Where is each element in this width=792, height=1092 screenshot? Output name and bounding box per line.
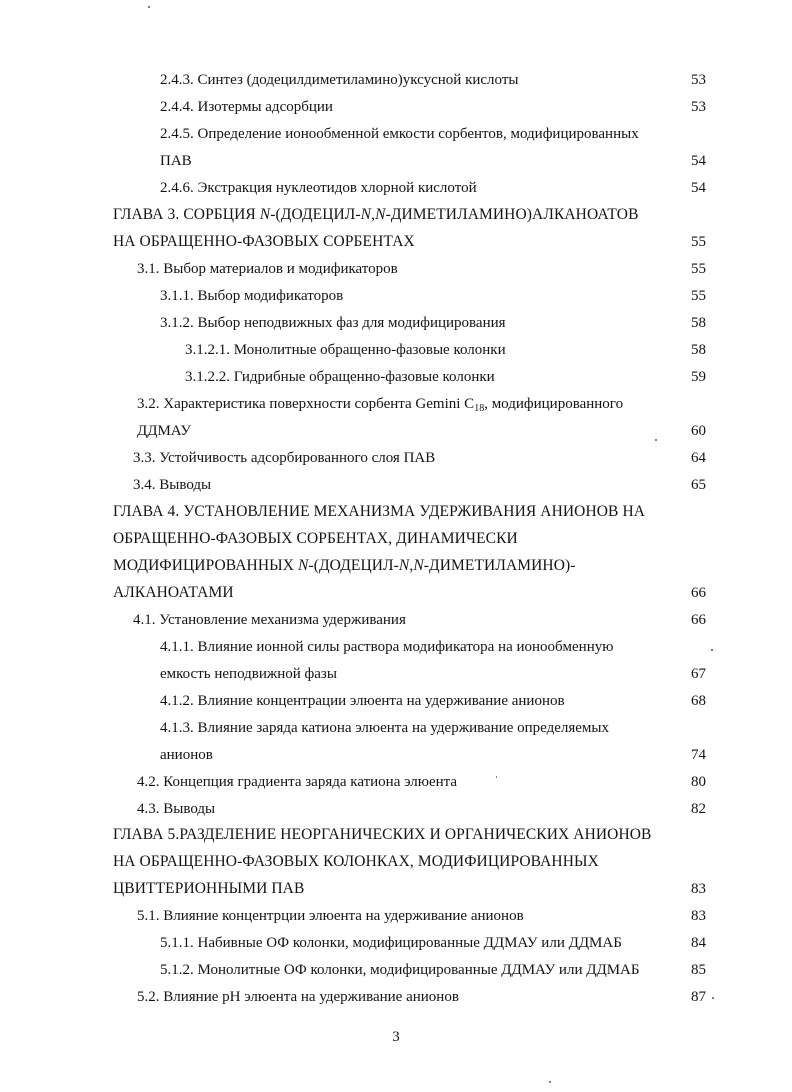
toc-entry-page: 58 (691, 342, 706, 358)
toc-entry-page: 83 (691, 908, 706, 924)
toc-entry-text: 3.4. Выводы (133, 477, 212, 493)
toc-entry-text: 3.1.2. Выбор неподвижных фаз для модифицирования (160, 315, 506, 331)
toc-entry-page: 67 (691, 666, 706, 682)
toc-entry-page: 74 (691, 747, 706, 763)
toc-entry-page: 66 (691, 612, 706, 628)
toc-entry-text: 4.2. Концепция градиента заряда катиона элюента (137, 774, 458, 790)
toc-entry-text: НА ОБРАЩЕННО-ФАЗОВЫХ СОРБЕНТАХ (113, 233, 415, 250)
scan-speck (549, 1081, 551, 1083)
toc-entry-page: 53 (691, 72, 706, 88)
toc-entry-text: 3.1.2.1. Монолитные обращенно-фазовые колонки (185, 342, 506, 358)
toc-entry-text: 3.3. Устойчивость адсорбированного слоя ПАВ (133, 450, 436, 466)
scan-speck (148, 6, 150, 8)
toc-entry-text: ГЛАВА 4. УСТАНОВЛЕНИЕ МЕХАНИЗМА УДЕРЖИВАНИЯ АНИОНОВ НА (113, 503, 646, 520)
toc-entry-text: АЛКАНОАТАМИ (113, 584, 234, 601)
toc-section-3-2-line1: 3.2. Характеристика поверхности сорбента Gemini $C_{18}$, модифицированного (137, 396, 624, 414)
toc-entry-page: 87 (691, 989, 706, 1005)
toc-entry-text: 2.4.4. Изотермы адсорбции (160, 99, 333, 115)
toc-entry-text: 3.1. Выбор материалов и модификаторов (137, 261, 398, 277)
toc-entry-text: 5.1. Влияние концентрции элюента на удерживание анионов (137, 908, 524, 924)
toc-entry-page: 68 (691, 693, 706, 709)
scan-speck (711, 649, 713, 651)
toc-entry-page: 66 (691, 585, 706, 601)
toc-entry-text: 2.4.5. Определение ионообменной емкости сорбентов, модифицированных (160, 126, 639, 142)
toc-entry-text: 2.4.3. Синтез (додецилдиметиламино)уксусной кислоты (160, 72, 519, 88)
page-number: 3 (392, 1029, 400, 1045)
toc-entry-page: 84 (691, 935, 706, 951)
toc-entry-page: 54 (691, 153, 706, 169)
toc-entry-text: 4.1.2. Влияние концентрации элюента на удерживание анионов (160, 693, 565, 709)
toc-entry-page: 83 (691, 881, 706, 897)
toc-entry-text: 5.1.2. Монолитные ОФ колонки, модифицированные ДДМАУ или ДДМАБ (160, 962, 640, 978)
toc-entry-page: 80 (691, 774, 706, 790)
toc-entry-text: 5.1.1. Набивные ОФ колонки, модифицированные ДДМАУ или ДДМАБ (160, 935, 622, 951)
toc-entry-text: ПАВ (160, 153, 192, 169)
toc-entry-text: 5.2. Влияние pH элюента на удерживание анионов (137, 989, 459, 1005)
toc-entry-page: 55 (691, 261, 706, 277)
toc-chapter-3-title-line1: ГЛАВА 3. СОРБЦИЯ N-(ДОДЕЦИЛ-N,N-ДИМЕТИЛАМИНО)АЛКАНОАТОВ (113, 206, 639, 223)
scan-speck (496, 776, 497, 778)
toc-entry-text: 2.4.6. Экстракция нуклеотидов хлорной кислотой (160, 180, 477, 196)
toc-entry-text: НА ОБРАЩЕННО-ФАЗОВЫХ КОЛОНКАХ, МОДИФИЦИРОВАННЫХ (113, 853, 599, 870)
toc-entry-text: анионов (160, 747, 213, 763)
scan-speck (712, 997, 714, 999)
toc-entry-page: 58 (691, 315, 706, 331)
toc-entry-page: 60 (691, 423, 706, 439)
toc-entry-page: 64 (691, 450, 706, 466)
toc-entry-page: 82 (691, 801, 706, 817)
toc-entry-text: ДДМАУ (137, 423, 191, 439)
toc-entry-text: ОБРАЩЕННО-ФАЗОВЫХ СОРБЕНТАХ, ДИНАМИЧЕСКИ (113, 530, 518, 547)
toc-entry-text: 3.1.2.2. Гидрибные обращенно-фазовые колонки (185, 369, 495, 385)
toc-entry-text: 3.1.1. Выбор модификаторов (160, 288, 344, 304)
toc-entry-text: ЦВИТТЕРИОННЫМИ ПАВ (113, 880, 305, 897)
toc-entry-page: 54 (691, 180, 706, 196)
toc-entry-text: 4.1.3. Влияние заряда катиона элюента на удерживание определяемых (160, 720, 610, 736)
toc-entry-page: 65 (691, 477, 706, 493)
scan-speck (655, 439, 657, 441)
toc-entry-page: 59 (691, 369, 706, 385)
toc-entry-page: 53 (691, 99, 706, 115)
toc-entry-text: ГЛАВА 5.РАЗДЕЛЕНИЕ НЕОРГАНИЧЕСКИХ И ОРГАНИЧЕСКИХ АНИОНОВ (113, 826, 652, 843)
toc-entry-text: 4.3. Выводы (137, 801, 216, 817)
toc-entry-text: емкость неподвижной фазы (160, 666, 337, 682)
toc-entry-text: 4.1. Установление механизма удерживания (133, 612, 406, 628)
toc-entry-page: 55 (691, 234, 706, 250)
toc-entry-page: 55 (691, 288, 706, 304)
toc-chapter-4-title-line3: МОДИФИЦИРОВАННЫХ N-(ДОДЕЦИЛ-N,N-ДИМЕТИЛАМИНО)- (113, 557, 576, 574)
toc-entry-text: 4.1.1. Влияние ионной силы раствора модификатора на ионообменную (160, 639, 614, 655)
toc-entry-page: 85 (691, 962, 706, 978)
